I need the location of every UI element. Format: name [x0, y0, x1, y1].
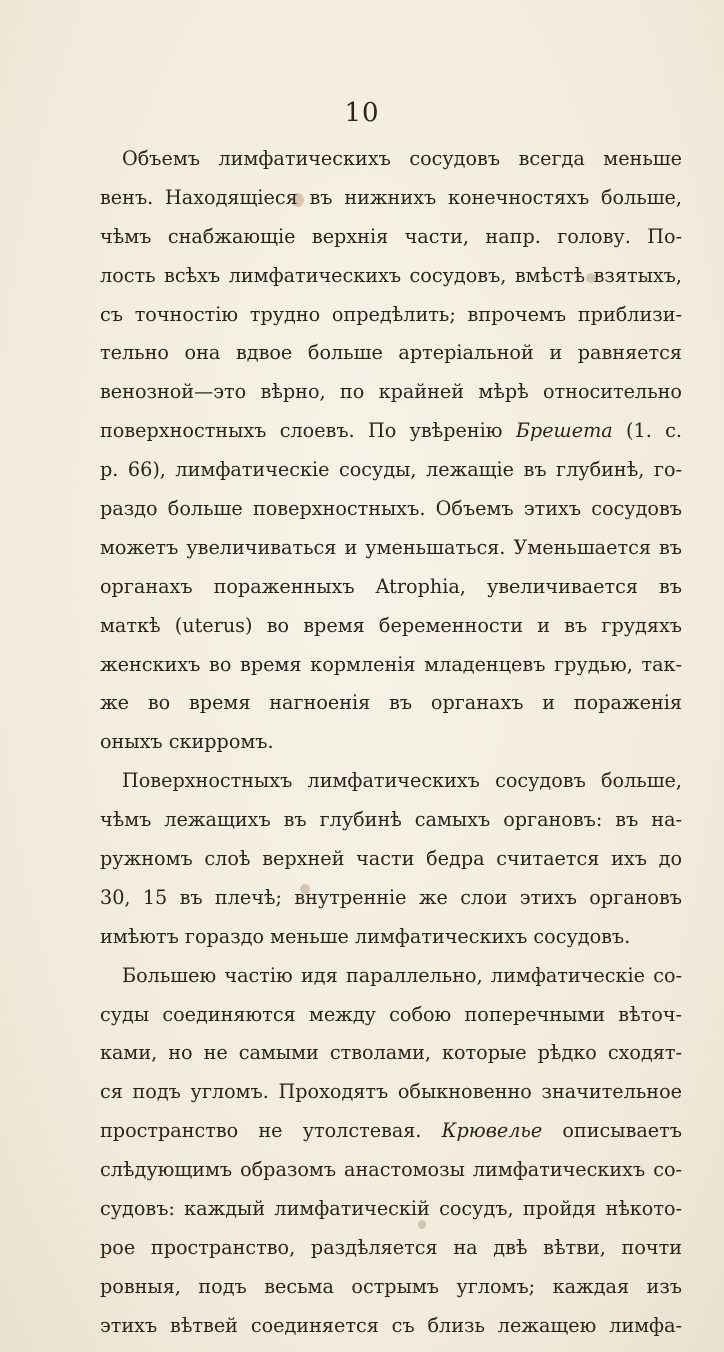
text-line: оныхъ скирромъ. — [100, 730, 274, 754]
text-line: слѣдующимъ образомъ анастомозы лимфатическихъ со- — [100, 1158, 682, 1182]
text-line: Поверхностныхъ лимфатическихъ сосудовъ больше, — [122, 769, 682, 793]
text-line: суды соединяются между собою поперечными вѣточ- — [100, 1002, 682, 1026]
text-line: венозной—это вѣрно, по крайней мѣрѣ относительно — [100, 380, 682, 404]
text-line: ками, но не самыми стволами, которые рѣдко сходят- — [100, 1041, 682, 1065]
text-line: маткѣ (uterus) во время беременности и въ грудяхъ — [100, 613, 682, 637]
text-line: лость всѣхъ лимфатическихъ сосудовъ, вмѣстѣ взятыхъ, — [100, 263, 682, 287]
paragraph — [100, 762, 682, 956]
text-line: раздо больше поверхностныхъ. Объемъ этихъ сосудовъ — [100, 497, 682, 521]
text-line: пространство не утолстевая. Крювелье описываетъ — [100, 1119, 682, 1143]
text-line: органахъ пораженныхъ Atrophia, увеличивается въ — [100, 574, 682, 598]
text-line: имѣютъ гораздо меньше лимфатическихъ сосудовъ. — [100, 924, 631, 948]
text-line: р. 66), лимфатическіе сосуды, лежащіе въ глубинѣ, го- — [100, 458, 682, 482]
paragraph — [100, 957, 682, 1346]
italic-name: Крювелье — [441, 1119, 543, 1143]
text-line: чѣмъ лежащихъ въ глубинѣ самыхъ органовъ: въ на- — [100, 808, 682, 832]
text-line: женскихъ во время кормленія младенцевъ грудью, так- — [100, 652, 682, 676]
text-line: Объемъ лимфатическихъ сосудовъ всегда меньше — [122, 147, 682, 170]
page-number: 10 — [344, 98, 380, 128]
text-line: 30, 15 въ плечѣ; внутренніе же слои этихъ органовъ — [100, 885, 682, 909]
paragraph — [100, 140, 682, 762]
body-text — [100, 140, 682, 1346]
text-line: съ точностію трудно опредѣлить; впрочемъ приблизи- — [100, 302, 682, 326]
text-line: этихъ вѣтвей соединяется съ близь лежащею лимфа- — [100, 1313, 682, 1337]
text-line: же во время нагноенія въ органахъ и пораженія — [100, 691, 682, 715]
italic-name: Брешета — [515, 419, 613, 443]
text-line: чѣмъ снабжающіе верхнія части, напр. голову. По- — [100, 224, 682, 248]
text-line: поверхностныхъ слоевъ. По увѣренію Брешета (1. с. — [100, 419, 682, 443]
text-line: рое пространство, раздѣляется на двѣ вѣтви, почти — [100, 1235, 682, 1259]
text-line: ся подъ угломъ. Проходятъ обыкновенно значительное — [100, 1080, 682, 1104]
text-line: венъ. Находящіеся въ нижнихъ конечностяхъ больше, — [100, 185, 682, 209]
text-line: ровныя, подъ весьма острымъ угломъ; каждая изъ — [100, 1274, 682, 1298]
text-line: ружномъ слоѣ верхней части бедра считается ихъ до — [100, 847, 682, 871]
text-line: можетъ увеличиваться и уменьшаться. Уменьшается въ — [100, 535, 682, 559]
text-line: тельно она вдвое больше артеріальной и равняется — [100, 341, 682, 365]
text-line: Большею частію идя параллельно, лимфатическіе со- — [122, 963, 682, 987]
text-line: судовъ: каждый лимфатическій сосудъ, пройдя нѣкото- — [100, 1197, 682, 1221]
